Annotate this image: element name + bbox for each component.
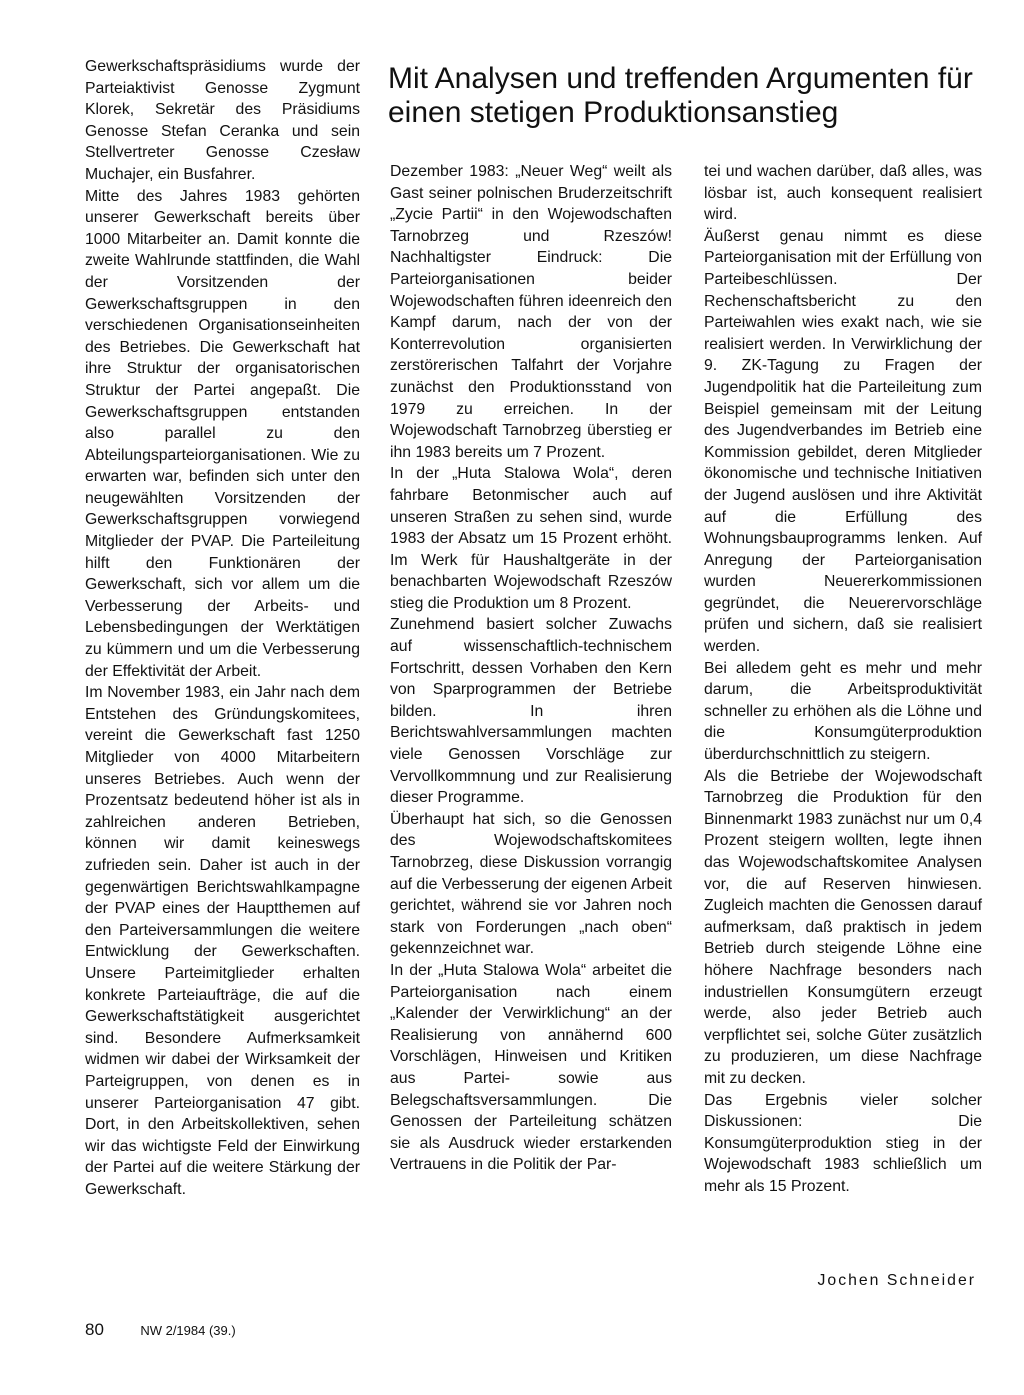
paragraph: In der „Huta Stalowa Wola“ arbeitet die Parteiorganisation nach einem „Kalender der Verwirklichung“ an der Realisierung von annähernd 600 Vorschlägen, Hinweisen und Kritiken aus Partei- sowie aus Belegschaftsversammlungen. Die Genossen der Parteileitung schätzen sie als Ausdruck wieder erstarkenden Vertrauens in die Politik der Par- [390, 961, 672, 1174]
paragraph: Zunehmend basiert solcher Zuwachs auf wissenschaftlich-technischem Fortschritt, dessen Vorhaben den Kern von Sparprogrammen der Betriebe bilden. In ihren Berichtswahlversammlungen machten viele Genossen Vorschläge zur Vervollkommnung und zur Realisierung dieser Programme. [390, 616, 672, 807]
page-number: 80 [85, 1320, 104, 1339]
paragraph: Dezember 1983: „Neuer Weg“ weilt als Gast seiner polnischen Bruderzeitschrift „Zycie Partii“ in den Wojewodschaften Tarnobrzeg und Rzeszów! Nachhaltigster Eindruck: Die Parteiorganisationen beider Wojewodschaften führen ideenreich den Kampf darum, nach der von der Konterrevolution organisierten zerstörerischen Talfahrt der Vorjahre zunächst den Produktionsstand von 1979 zu erreichen. In der Wojewodschaft Tarnobrzeg überstieg er ihn 1983 bereits um 7 Prozent. [390, 163, 672, 461]
issue-reference: NW 2/1984 (39.) [140, 1323, 236, 1338]
paragraph: Bei alledem geht es mehr und mehr darum, die Arbeitsproduktivität schneller zu erhöhen als die Löhne und die Konsumgüterproduktion überdurchschnittlich zu steigern. [704, 659, 982, 764]
paragraph: Gewerkschaftspräsidiums wurde der Parteiaktivist Genosse Zygmunt Klorek, Sekretär des Präsidiums Genosse Stefan Ceranka und sein Stellvertreter Genosse Czesław Muchajer, ein Busfahrer. [85, 58, 360, 183]
page-footer [85, 1320, 236, 1342]
paragraph: Als die Betriebe der Wojewodschaft Tarnobrzeg die Produktion für den Binnenmarkt 1983 zunächst nur um 0,4 Prozent steigern wollten, legte ihnen das Wojewodschaftskomitee Analysen vor, die auf Reserven hinwiesen. Zugleich machten die Genossen darauf aufmerksam, daß praktisch in jedem Betrieb durch steigende Löhne eine höhere Nachfrage besonders nach industriellen Konsumgütern erzeugt werde, also jeder Betrieb auch verpflichtet sei, solche Güter zusätzlich zu produzieren, um diese Nachfrage mit zu decken. [704, 767, 982, 1087]
text-column-3 [704, 161, 982, 1198]
text-column-2 [390, 161, 672, 1176]
paragraph: Äußerst genau nimmt es diese Parteiorganisation mit der Erfüllung von Parteibeschlüssen. Der Rechenschaftsbericht zu den Parteiwahlen wies exakt nach, wie sie realisiert werden. In Verwirklichung der 9. ZK-Tagung zu Fragen der Jugendpolitik hat die Parteileitung zum Beispiel gemeinsam mit der Leitung des Jugendverbandes im Betrieb eine Kommission gebildet, deren Mitglieder ökonomische und technische Initiativen der Jugend auslösen und ihre Aktivität auf die Erfüllung des Wohnungsbauprogramms lenken. Auf Anregung der Parteiorganisation wurden Neuererkommissionen gegründet, die Neuerervorschläge prüfen und sichern, daß sie realisiert werden. [704, 227, 982, 656]
paragraph: Überhaupt hat sich, so die Genossen des Wojewodschaftskomitees Tarnobrzeg, diese Diskussion vorrangig auf die Verbesserung der eigenen Arbeit gerichtet, während sie vor Jahren noch stark von Forderungen „nach oben“ gekennzeichnet war. [390, 810, 672, 958]
paragraph: Das Ergebnis vieler solcher Diskussionen: Die Konsumgüterproduktion stieg in der Wojewodschaft 1983 schließlich um mehr als 15 Prozent. [704, 1091, 982, 1195]
article-headline: Mit Analysen und treffenden Argumenten für einen stetigen Produktionsanstieg [388, 62, 973, 129]
text-column-1 [85, 56, 360, 1200]
paragraph: Mitte des Jahres 1983 gehörten unserer Gewerkschaft bereits über 1000 Mitarbeiter an. Damit konnte die zweite Wahlrunde stattfinden, die Wahl der Vorsitzenden der Gewerkschaftsgruppen in den verschiedenen Organisationseinheiten des Betriebes. Die Gewerkschaft hat ihre Struktur der organisatorischen Struktur der Partei angepaßt. Die Gewerkschaftsgruppen entstanden also parallel zu den Abteilungsparteiorganisationen. Wie zu erwarten war, befinden sich unter den neugewählten Vorsitzenden der Gewerkschaftsgruppen vorwiegend Mitglieder der PVAP. Die Parteileitung hilft den Funktionären der Gewerkschaft, sich vor allem um die Verbesserung der Arbeits- und Lebensbedingungen der Werktätigen zu kümmern und um die Verbesserung der Effektivität der Arbeit. [85, 187, 360, 680]
paragraph: In der „Huta Stalowa Wola“, deren fahrbare Betonmischer auch auf unseren Straßen zu sehen sind, wurde 1983 der Absatz um 15 Prozent erhöht. Im Werk für Haushaltgeräte in der benachbarten Wojewodschaft Rzeszów stieg die Produktion um 8 Prozent. [390, 465, 672, 612]
paragraph: Im November 1983, ein Jahr nach dem Entstehen des Gründungskomitees, vereint die Gewerkschaft fast 1250 Mitglieder von 4000 Mitarbeitern unseres Betriebes. Auch wenn der Prozentsatz bedeutend höher ist als in zahlreichen anderen Betrieben, können wir damit keineswegs zufrieden sein. Daher ist auch in der gegenwärtigen Berichtswahlkampagne der PVAP eines der Hauptthemen auf den Parteiversammlungen die weitere Entwicklung der Gewerkschaften. Unsere Parteimitglieder erhalten konkrete Parteiaufträge, die auf die Gewerkschaftstätigkeit ausgerichtet sind. Besondere Aufmerksamkeit widmen wir dabei der Wirksamkeit der Parteigruppen, von denen es in unserer Parteiorganisation 47 gibt. Dort, in den Arbeitskollektiven, sehen wir das wichtigste Feld der Einwirkung der Partei auf die weitere Stärkung der Gewerkschaft. [85, 684, 360, 1198]
paragraph: tei und wachen darüber, daß alles, was lösbar ist, auch konsequent realisiert wird. [704, 163, 982, 224]
author-signature: Jochen Schneider [817, 1272, 976, 1289]
